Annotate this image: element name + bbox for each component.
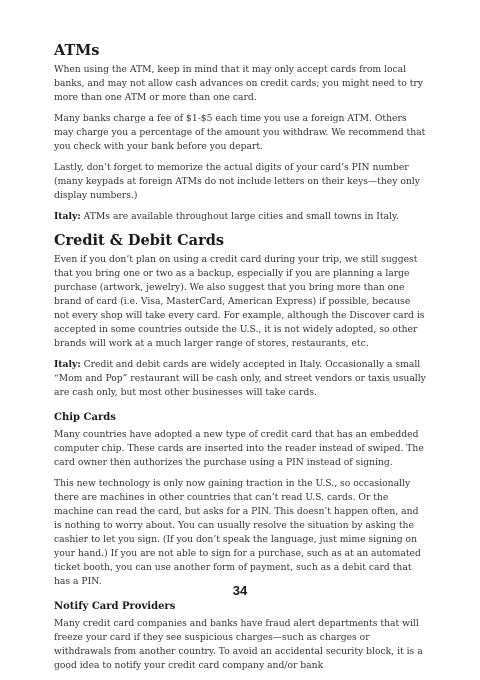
section-heading-credit-debit: Credit & Debit Cards	[54, 232, 225, 249]
section-notify-card-providers	[54, 600, 428, 673]
paragraph: Many banks charge a fee of $1-$5 each time you use a foreign ATM. Others may charge you a percentage of the amount you withdraw. We recommend that you check with your bank before you depart.	[54, 113, 426, 152]
paragraph: When using the ATM, keep in mind that it may only accept cards from local banks, and may not allow cash advances on credit cards; you might need to try more than one ATM or more than one card.	[54, 64, 423, 103]
paragraph: Lastly, don’t forget to memorize the actual digits of your card’s PIN number (many keypads at foreign ATMs do not include letters on their keys—they only display numbers.)	[54, 162, 420, 201]
section-heading-atms: ATMs	[54, 42, 100, 59]
paragraph: Many credit card companies and banks have fraud alert departments that will freeze your card if they see suspicious charges—such as charges or withdrawals from another country. To avoid an accidental security block, it is a good idea to notify your credit card company and/or bank	[54, 618, 423, 671]
italy-note-text: Credit and debit cards are widely accepted in Italy. Occasionally a small “Mom and Pop” restaurant will be cash only, and street vendors or taxis usually are cash only, but most other businesses will take cards.	[54, 359, 426, 398]
section-atms	[54, 42, 428, 224]
italy-note	[54, 210, 428, 224]
italy-note-text: ATMs are available throughout large cities and small towns in Italy.	[80, 211, 399, 222]
italy-note	[54, 358, 428, 400]
paragraph: Many countries have adopted a new type of credit card that has an embedded computer chip. These cards are inserted into the reader instead of swiped. The card owner then authorizes the purchase using a PIN instead of signing.	[54, 429, 424, 468]
page-number: 34	[232, 583, 248, 598]
subsection-heading-chip-cards: Chip Cards	[54, 412, 116, 423]
paragraph: This new technology is only now gaining traction in the U.S., so occasionally there are machines in other countries that can’t read U.S. cards. Or the machine can read the card, but asks for a PIN. This doesn’t happen often, and is nothing to worry about. You can usually resolve the situation by asking the cashier to let you sign. (If you don’t speak the language, just mime signing on your hand.) If you are not able to sign for a purchase, such as at an automated ticket booth, you can use another form of payment, such as a debit card that has a PIN.	[54, 478, 421, 587]
subsection-heading-notify: Notify Card Providers	[54, 601, 176, 612]
section-chip-cards	[54, 411, 428, 589]
paragraph: Even if you don’t plan on using a credit card during your trip, we still suggest that you bring one or two as a backup, especially if you are planning a large purchase (artwork, jewelry). We also suggest that you bring more than one brand of card (i.e. Visa, MasterCard, American Express) if possible, because not every shop will take every card. For example, although the Discover card is accepted in some countries outside the U.S., it is not widely adopted, so other brands will work at a much larger range of stores, restaurants, etc.	[54, 254, 425, 349]
italy-label: Italy:	[54, 359, 81, 370]
section-credit-debit-cards	[54, 232, 428, 400]
italy-label: Italy:	[54, 211, 81, 222]
